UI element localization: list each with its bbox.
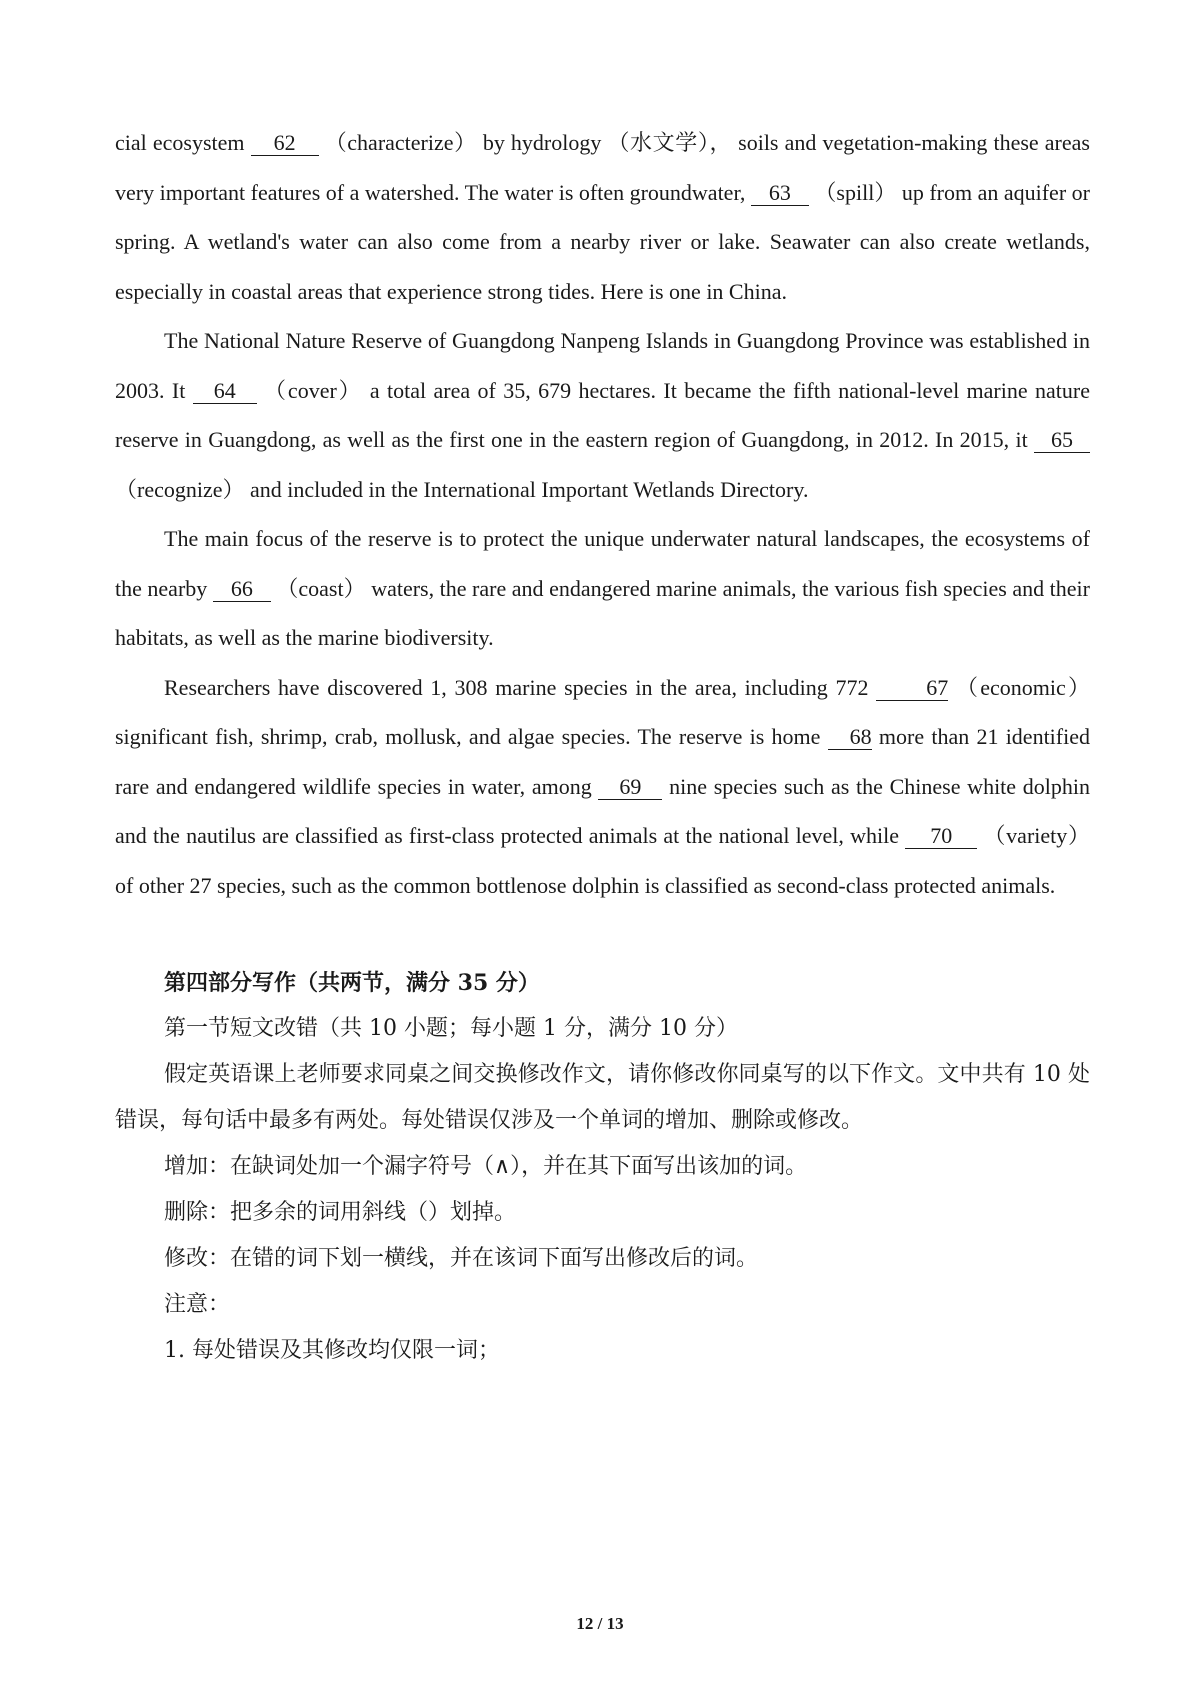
blank-70[interactable]: 70 xyxy=(905,824,977,849)
instruction-delete: 删除：把多余的词用斜线（）划掉。 xyxy=(164,1200,517,1225)
instruction-modify: 修改：在错的词下划一横线，并在该词下面写出修改后的词。 xyxy=(164,1246,759,1271)
instruction-paragraph: 假定英语课上老师要求同桌之间交换修改作文，请你修改你同桌写的以下作文。文中共有 10 处错误，每句话中最多有两处。每处错误仅涉及一个单词的增加、删除或修改。 xyxy=(115,1062,1090,1133)
writing-section xyxy=(115,960,1090,1374)
text-run: cial ecosystem xyxy=(115,130,251,155)
text-run: nine species such as the Chinese white dolphin and the nautilus are classified as first-class protected animals at the national level, while xyxy=(115,773,1090,848)
section-heading: 第四部分写作（共两节，满分 35 分） xyxy=(164,970,540,996)
document-page xyxy=(115,118,1090,1374)
text-run: （economic） significant fish, shrimp, crab, mollusk, and algae species. The reserve is home xyxy=(115,674,1090,749)
text-run: The National Nature Reserve of Guangdong Nanpeng Islands in Guangdong Province was established in 2003. It xyxy=(115,328,1090,403)
text-run: Researchers have discovered 1, 308 marine species in the area, including 772 xyxy=(164,674,877,700)
instruction-add: 增加：在缺词处加一个漏字符号（∧），并在其下面写出该加的词。 xyxy=(164,1154,808,1179)
note-label: 注意： xyxy=(164,1292,231,1317)
passage-paragraph-3 xyxy=(115,514,1090,663)
blank-67[interactable]: 67 xyxy=(876,676,948,701)
blank-63[interactable]: 63 xyxy=(751,181,809,206)
passage-paragraph-1 xyxy=(115,118,1090,316)
page-number: 12 / 13 xyxy=(576,1614,624,1633)
blank-62[interactable]: 62 xyxy=(251,131,319,156)
blank-69[interactable]: 69 xyxy=(598,775,662,800)
text-run: （variety） of other 27 species, such as the common bottlenose dolphin is classified as second-class protected animals. xyxy=(115,823,1090,898)
text-run: （recognize） and included in the International Important Wetlands Directory. xyxy=(115,476,809,502)
text-run: （coast） waters, the rare and endangered marine animals, the various fish species and their habitats, as well as the marine biodiversity. xyxy=(115,575,1091,650)
note-item-1: 1. 每处错误及其修改均仅限一词； xyxy=(164,1338,500,1363)
passage-paragraph-2 xyxy=(115,316,1090,514)
blank-66[interactable]: 66 xyxy=(213,577,271,602)
blank-64[interactable]: 64 xyxy=(193,379,257,404)
subsection-heading: 第一节短文改错（共 10 小题；每小题 1 分，满分 10 分） xyxy=(164,1016,738,1041)
blank-68[interactable]: 68 xyxy=(828,725,872,750)
text-run: （characterize） by hydrology （水文学）， soils and vegetation-making these areas very important features of a watershed. The water is often groundwater, xyxy=(115,130,1090,205)
blank-65[interactable]: 65 xyxy=(1034,428,1090,453)
passage-paragraph-4 xyxy=(115,663,1090,911)
text-run: more than 21 identified rare and endangered wildlife species in water, among xyxy=(115,724,1090,799)
text-run: （cover） a total area of 35, 679 hectares. It became the fifth national-level marine nature reserve in Guangdong, as well as the first one in the eastern region of Guangdong, in 2012. In 2015, it xyxy=(115,377,1090,452)
text-run: The main focus of the reserve is to protect the unique underwater natural landscapes, the ecosystems of the nearby xyxy=(115,526,1090,601)
text-run: （spill） up from an aquifer or spring. A wetland's water can also come from a nearby river or lake. Seawater can also create wetlands, especially in coastal areas that experience strong tides. Here is one in China. xyxy=(115,179,1090,304)
